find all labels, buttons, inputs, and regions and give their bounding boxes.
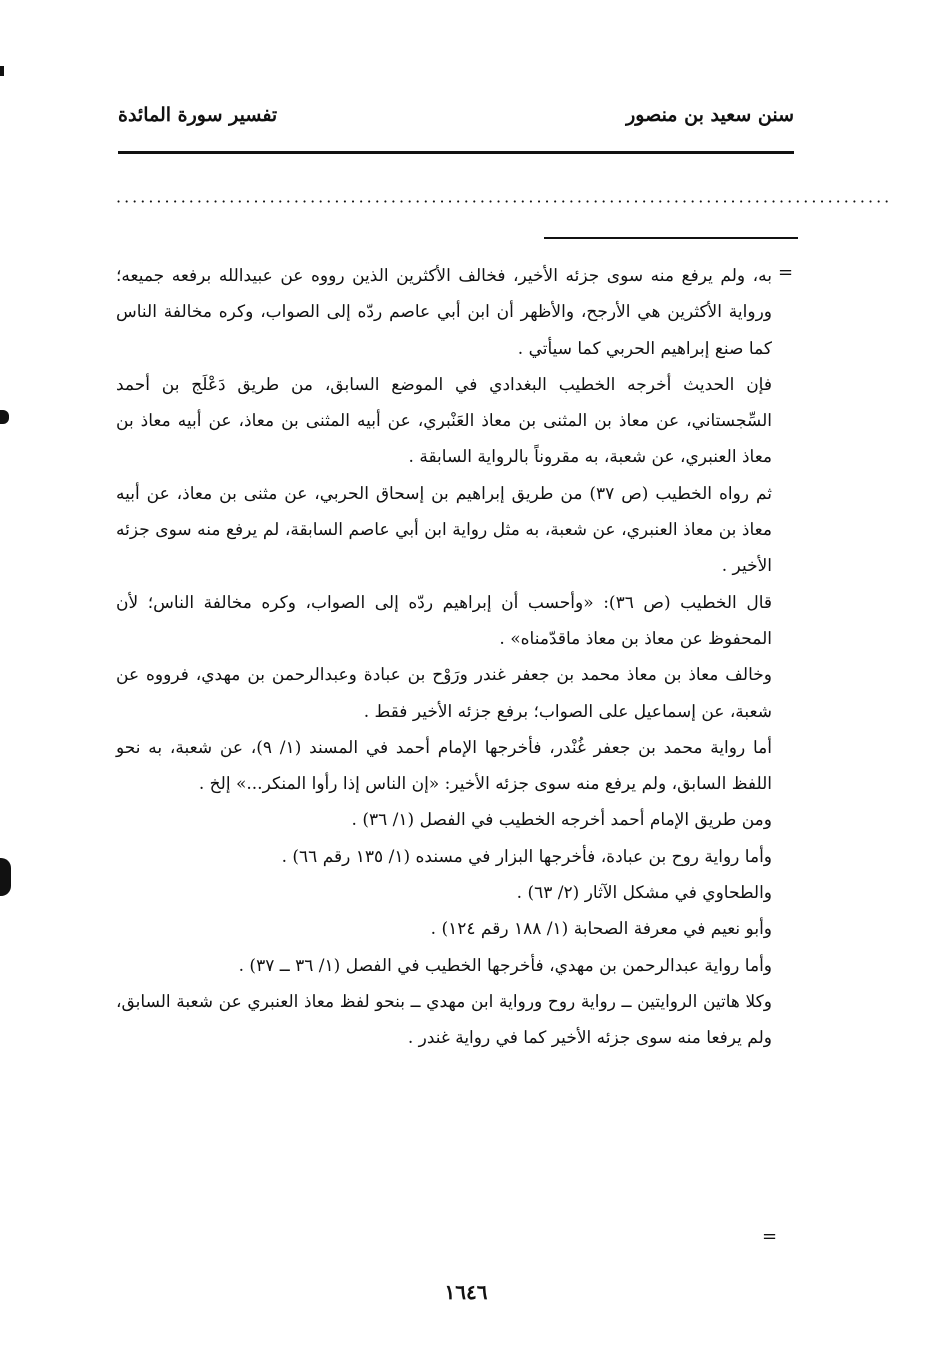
paragraph: فإن الحديث أخرجه الخطيب البغدادي في الموضع السابق، من طريق دَعْلَج بن أحمد السِّجستاني، عن معاذ بن المثنى بن معاذ العَنْبري، عن أبيه المثنى بن معاذ، عن أبيه معاذ بن معاذ العنبري، عن شعبة، به مقروناً بالرواية السابقة . xyxy=(116,374,772,468)
paragraph: وأما رواية روح بن عبادة، فأخرجها البزار في مسنده (١/ ١٣٥ رقم ٦٦) . xyxy=(281,846,772,867)
chapter-title: تفسير سورة المائدة xyxy=(118,104,278,126)
paragraph: وأما رواية عبدالرحمن بن مهدي، فأخرجها الخطيب في الفصل (١/ ٣٦ ــ ٣٧) . xyxy=(238,955,772,976)
paragraph: ومن طريق الإمام أحمد أخرجه الخطيب في الفصل (١/ ٣٦) . xyxy=(351,810,772,831)
page-number: ١٦٤٦ xyxy=(444,1280,488,1304)
paragraph: والطحاوي في مشكل الآثار (٢/ ٦٣) . xyxy=(516,883,772,904)
running-header xyxy=(118,104,794,144)
paragraph: أما رواية محمد بن جعفر غُنْدر، فأخرجها الإمام أحمد في المسند (١/ ٩)، عن شعبة، به نحو اللفظ السابق، ولم يرفع منه سوى جزئه الأخير: «إن الناس إذا رأوا المنكر...» إلخ . xyxy=(116,737,773,795)
continuation-mark-top: = xyxy=(778,262,794,283)
paragraph: ثم رواه الخطيب (ص ٣٧) من طريق إبراهيم بن إسحاق الحربي، عن مثنى بن معاذ، عن أبيه معاذ بن معاذ العنبري، عن شعبة، به مثل رواية ابن أبي عاصم السابقة، لم يرفع منه سوى جزئه الأخير . xyxy=(116,483,772,577)
paragraph: وكلا هاتين الروايتين ــ رواية روح ورواية ابن مهدي ــ بنحو لفظ معاذ العنبري عن شعبة السابق، ولم يرفعا منه سوى جزئه الأخير كما في رواية غندر . xyxy=(116,991,772,1049)
footnote-body xyxy=(116,258,772,1057)
footnote-rule xyxy=(544,237,798,239)
continuation-mark-bottom: = xyxy=(762,1226,778,1247)
paragraph: وخالف معاذ بن معاذ محمد بن جعفر غندر ورَوْح بن عبادة وعبدالرحمن بن مهدي، فرووه عن شعبة، عن إسماعيل على الصواب؛ برفع جزئه الأخير فقط . xyxy=(116,665,772,722)
book-title: سنن سعيد بن منصور xyxy=(626,104,794,126)
scan-edge-mark xyxy=(0,858,11,896)
paragraph: به، ولم يرفع منه سوى جزئه الأخير، فخالف الأكثرين الذين رووه عن عبيدالله برفعه جميعه؛ ورواية الأكثرين هي الأرجح، والأظهر أن ابن أبي عاصم ردّه إلى الصواب، وكره مخالفة الناس كما صنع إبراهيم الحربي كما سيأتي . xyxy=(116,266,772,359)
paragraph: وأبو نعيم في معرفة الصحابة (١/ ١٨٨ رقم ١٢٤) . xyxy=(430,919,772,940)
scan-edge-mark xyxy=(0,410,9,424)
header-rule xyxy=(118,151,794,154)
dotted-separator: ································································································ xyxy=(116,192,893,211)
paragraph: قال الخطيب (ص ٣٦): «وأحسب أن إبراهيم ردّه إلى الصواب، وكره مخالفة الناس؛ لأن المحفوظ عن معاذ بن معاذ ماقدّمناه» . xyxy=(116,592,773,649)
scan-edge-mark xyxy=(0,66,4,76)
